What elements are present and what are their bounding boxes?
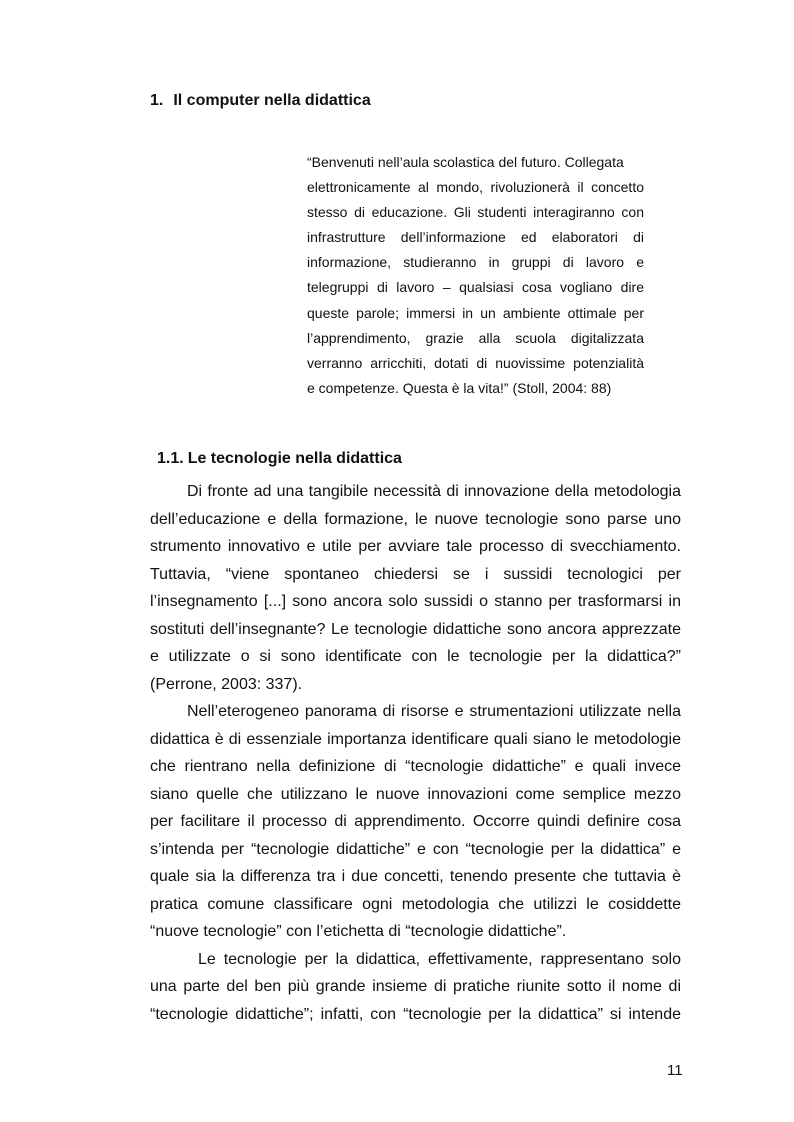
epigraph-line: telegruppi di lavoro – qualsiasi cosa vogliano dire — [307, 279, 644, 296]
body-line: quale sia la differenza tra i due concetti, tenendo presente che tuttavia è — [150, 868, 681, 885]
section-title: Le tecnologie nella didattica — [187, 450, 402, 467]
body-line: Nell’eterogeneo panorama di risorse e strumentazioni utilizzate nella — [187, 703, 681, 720]
page-number: 11 — [667, 1062, 683, 1079]
body-line: Di fronte ad una tangibile necessità di innovazione della metodologia — [187, 483, 681, 500]
epigraph-line: queste parole; immersi in un ambiente ottimale per — [307, 304, 644, 321]
body-text — [150, 478, 681, 1028]
section-heading — [157, 450, 402, 468]
body-line: Le tecnologie per la didattica, effettivamente, rappresentano solo — [198, 950, 681, 968]
body-line: siano quelle che utilizzano le nuove innovazioni come semplice mezzo — [150, 785, 681, 803]
body-line: strumento innovativo e utile per avviare tale processo di svecchiamento. — [150, 538, 681, 555]
section-number: 1.1. — [157, 450, 184, 467]
body-line: s’intenda per “tecnologie didattiche” e con “tecnologie per la didattica” e — [150, 840, 681, 858]
epigraph-line: stesso di educazione. Gli studenti interagiranno con — [307, 204, 644, 221]
body-line: pratica comune classificare ogni metodologia che utilizzi le cosiddette — [150, 895, 681, 913]
epigraph-line: “Benvenuti nell’aula scolastica del futuro. Collegata — [307, 154, 624, 170]
epigraph-quote — [307, 150, 644, 401]
body-line: una parte del ben più grande insieme di pratiche riunite sotto il nome di — [150, 978, 681, 995]
body-line: (Perrone, 2003: 337). — [150, 675, 303, 693]
body-line: per facilitare il processo di apprendimento. Occorre quindi definire cosa — [150, 813, 681, 830]
body-line: sostituti dell’insegnante? Le tecnologie didattiche sono ancora apprezzate — [150, 620, 681, 638]
body-line: didattica è di essenziale importanza identificare quali siano le metodologie — [150, 730, 681, 748]
body-line: l’insegnamento [...] sono ancora solo sussidi o stanno per trasformarsi in — [150, 593, 681, 610]
body-line: “tecnologie didattiche”; infatti, con “tecnologie per la didattica” si intende — [150, 1005, 681, 1023]
body-line: Tuttavia, “viene spontaneo chiedersi se i sussidi tecnologici per — [150, 565, 681, 583]
chapter-title: Il computer nella didattica — [173, 92, 371, 109]
epigraph-line: l’apprendimento, grazie alla scuola digitalizzata — [307, 329, 644, 346]
epigraph-line: elettronicamente al mondo, rivoluzionerà il concetto — [307, 179, 644, 196]
epigraph-line: e competenze. Questa è la vita!” (Stoll, 2004: 88) — [307, 379, 612, 396]
epigraph-line: informazione, studieranno in gruppi di lavoro e — [307, 254, 644, 271]
body-line: e utilizzate o si sono identificate con le tecnologie per la didattica?” — [150, 648, 681, 665]
epigraph-line: infrastrutture dell’informazione ed elaboratori di — [307, 229, 644, 246]
body-line: dell’educazione e della formazione, le nuove tecnologie sono parse uno — [150, 510, 681, 528]
body-line: “nuove tecnologie” con l’etichetta di “tecnologie didattiche”. — [150, 923, 567, 940]
body-line: che rientrano nella definizione di “tecnologie didattiche” e quali invece — [150, 758, 681, 775]
chapter-number: 1. — [150, 92, 164, 109]
epigraph-line: verranno arricchiti, dotati di nuovissime potenzialità — [307, 354, 644, 371]
chapter-heading — [150, 92, 371, 110]
